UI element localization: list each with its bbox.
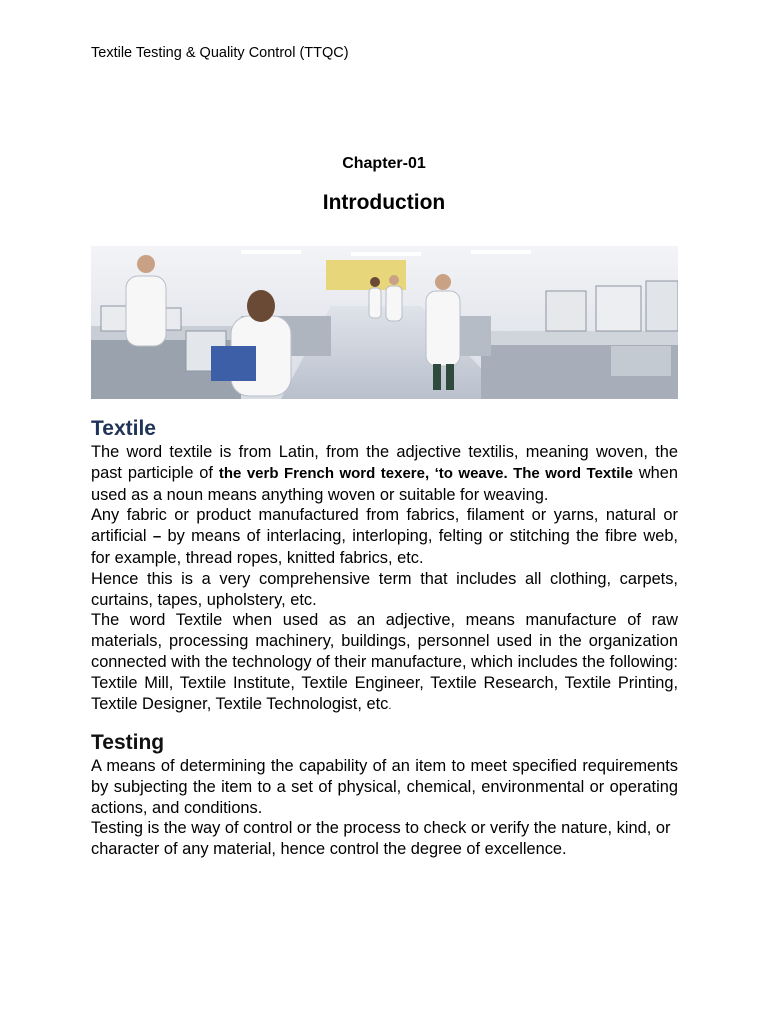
testing-heading: Testing	[91, 731, 165, 754]
textile-paragraph-2	[91, 505, 678, 568]
textile-p1-text-c: when used as a noun means anything woven or suitable for weaving.	[91, 463, 678, 504]
textile-p1-bold: the verb French word texere, ‘to weave. The word Textile	[218, 464, 633, 482]
laboratory-photo	[91, 246, 678, 399]
textile-p2-text-b: by means of interlacing, interloping, felting or stitching the fibre web, for example, thread ropes, knitted fabrics, etc.	[91, 527, 678, 567]
textile-paragraph-1	[91, 442, 678, 505]
textile-section	[91, 415, 678, 716]
textile-paragraph-3: Hence this is a very comprehensive term that includes all clothing, carpets, curtains, tapes, upholstery, etc.	[91, 569, 678, 609]
testing-section	[91, 729, 678, 860]
testing-paragraph-1: A means of determining the capability of an item to meet specified requirements by subjecting the item to a set of physical, chemical, environmental or operating actions, and conditions.	[91, 757, 678, 817]
testing-paragraph-2: Testing is the way of control or the process to check or verify the nature, kind, or character of any material, hence control the degree of excellence.	[91, 819, 671, 859]
textile-p2-text-a: Any fabric or product manufactured from fabrics, filament or yarns, natural or artificial	[91, 506, 678, 546]
laboratory-photo-icon	[91, 246, 678, 399]
page-title: Introduction	[322, 191, 446, 214]
textile-paragraph-4	[91, 610, 678, 716]
chapter-label: Chapter-01	[342, 155, 426, 172]
running-header: Textile Testing & Quality Control (TTQC)	[91, 45, 349, 61]
textile-p2-dash: –	[152, 528, 162, 546]
textile-p1-text-a: The word textile is from Latin, from the adjective textilis, meaning woven, the past participle of	[91, 443, 678, 482]
textile-p4-text: The word Textile when used as an adjective, means manufacture of raw materials, processing machinery, buildings, personnel used in the organization connected with the technology of their manufacture, which includes the following: Textile Mill, Textile Institute, Textile Engineer, Textile Research, Textile Printing, Textile Designer, Textile Technologist, etc	[91, 611, 678, 713]
textile-heading: Textile	[91, 417, 156, 440]
textile-p4-period: .	[388, 699, 392, 712]
